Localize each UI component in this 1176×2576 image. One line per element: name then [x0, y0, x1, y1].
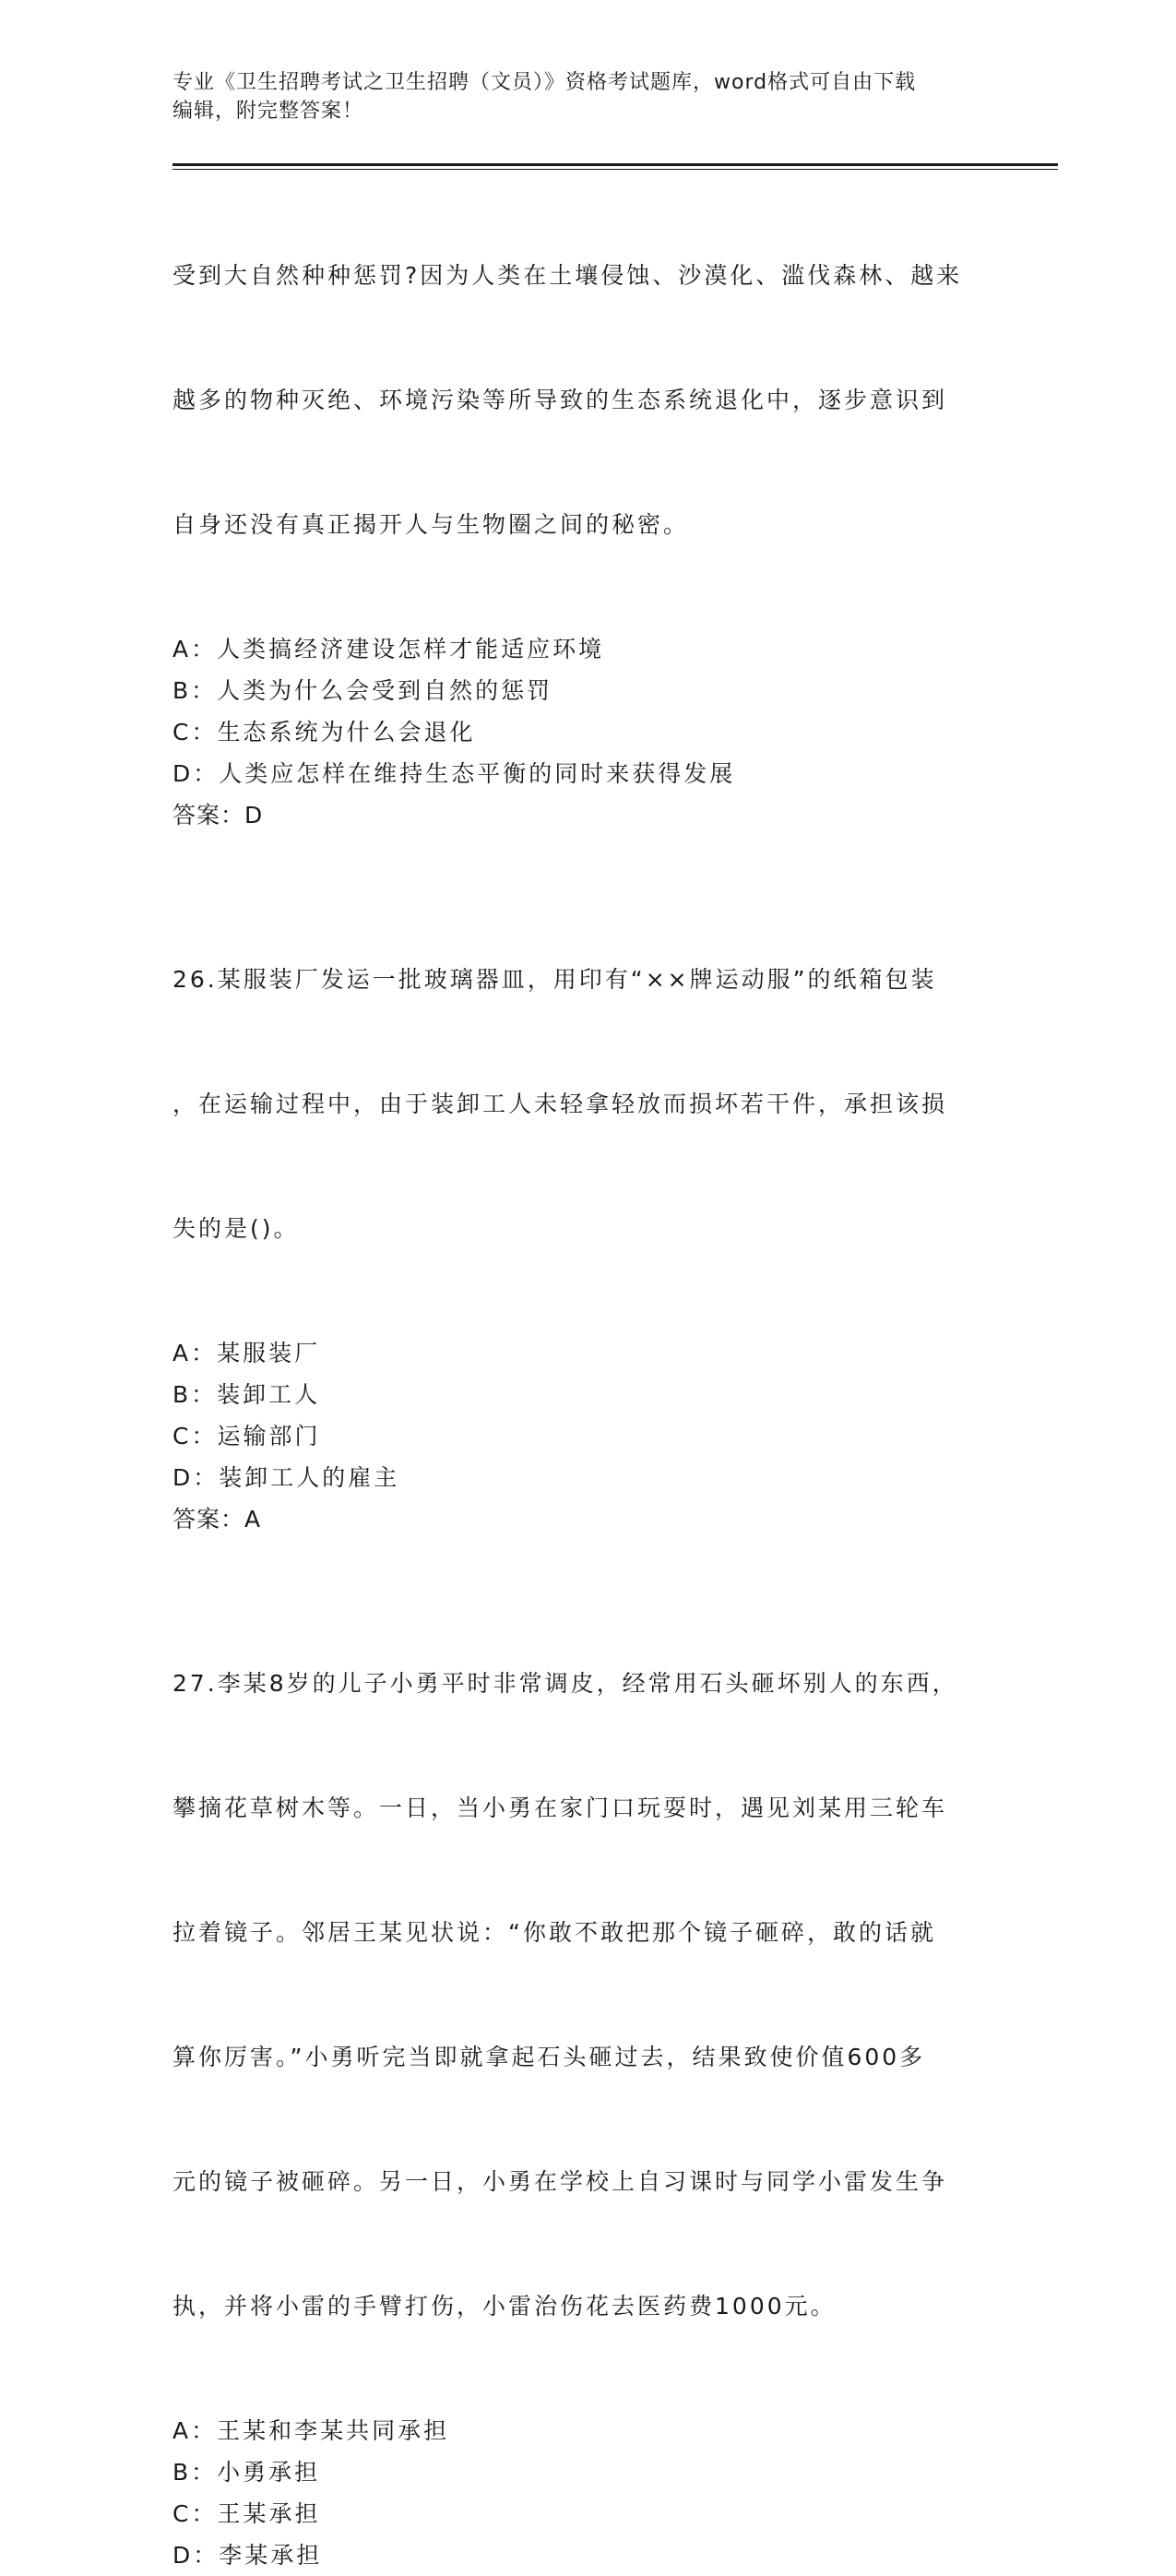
question-block	[172, 876, 993, 1540]
option-d: D：人类应怎样在维持生态平衡的同时来获得发展	[172, 760, 736, 787]
stem-line: 元的镜子被砸碎。另一日，小勇在学校上自习课时与同学小雷发生争	[172, 2168, 948, 2195]
option-c: C：运输部门	[172, 1423, 321, 1449]
stem-line: 越多的物种灭绝、环境污染等所导致的生态系统退化中，逐步意识到	[172, 387, 948, 413]
option-c: C：王某承担	[172, 2500, 321, 2527]
stem-line: 算你厉害。”小勇听完当即就拿起石头砸过去，结果致使价值600多	[172, 2044, 926, 2070]
option-b: B：装卸工人	[172, 1381, 321, 1408]
stem-line: 26.某服装厂发运一批玻璃器皿，用印有“××牌运动服”的纸箱包装	[172, 966, 937, 993]
answer-line: 答案：A	[172, 1506, 262, 1532]
stem-line: 失的是()。	[172, 1215, 300, 1242]
question-block	[172, 172, 993, 836]
option-a: A：人类搞经济建设怎样才能适应环境	[172, 636, 605, 662]
question-stem	[172, 172, 993, 628]
question-block	[172, 1580, 993, 2576]
stem-line: ，在运输过程中，由于装卸工人未轻拿轻放而损坏若干件，承担该损	[172, 1091, 948, 1117]
stem-line: 攀摘花草树木等。一日，当小勇在家门口玩耍时，遇见刘某用三轮车	[172, 1795, 948, 1821]
option-c: C：生态系统为什么会退化	[172, 719, 476, 745]
question-stem	[172, 876, 993, 1332]
header-rule-thick	[172, 163, 1058, 166]
stem-line: 执，并将小雷的手臂打伤，小雷治伤花去医药费1000元。	[172, 2293, 837, 2320]
option-a: A：王某和李某共同承担	[172, 2417, 450, 2444]
header-line-1: 专业《卫生招聘考试之卫生招聘（文员）》资格考试题库，word格式可自由下载	[172, 71, 917, 94]
option-a: A：某服装厂	[172, 1340, 321, 1366]
option-b: B：人类为什么会受到自然的惩罚	[172, 677, 553, 704]
spacer	[172, 836, 993, 876]
spacer	[172, 1540, 993, 1580]
stem-line: 自身还没有真正揭开人与生物圈之间的秘密。	[172, 511, 690, 538]
stem-line: 拉着镜子。邻居王某见状说：“你敢不敢把那个镜子砸碎，敢的话就	[172, 1919, 936, 1946]
stem-line: 受到大自然种种惩罚?因为人类在土壤侵蚀、沙漠化、滥伐森林、越来	[172, 262, 963, 289]
answer-line: 答案：D	[172, 802, 264, 829]
option-b: B：小勇承担	[172, 2459, 321, 2486]
option-d: D：装卸工人的雇主	[172, 1464, 400, 1491]
header-line-2: 编辑，附完整答案！	[172, 100, 364, 123]
question-list	[172, 172, 993, 2576]
stem-line: 27.李某8岁的儿子小勇平时非常调皮，经常用石头砸坏别人的东西，	[172, 1670, 958, 1697]
document-header	[172, 68, 984, 125]
option-d: D：李某承担	[172, 2542, 323, 2569]
header-rule-thin	[172, 169, 1058, 170]
question-stem	[172, 1580, 993, 2410]
